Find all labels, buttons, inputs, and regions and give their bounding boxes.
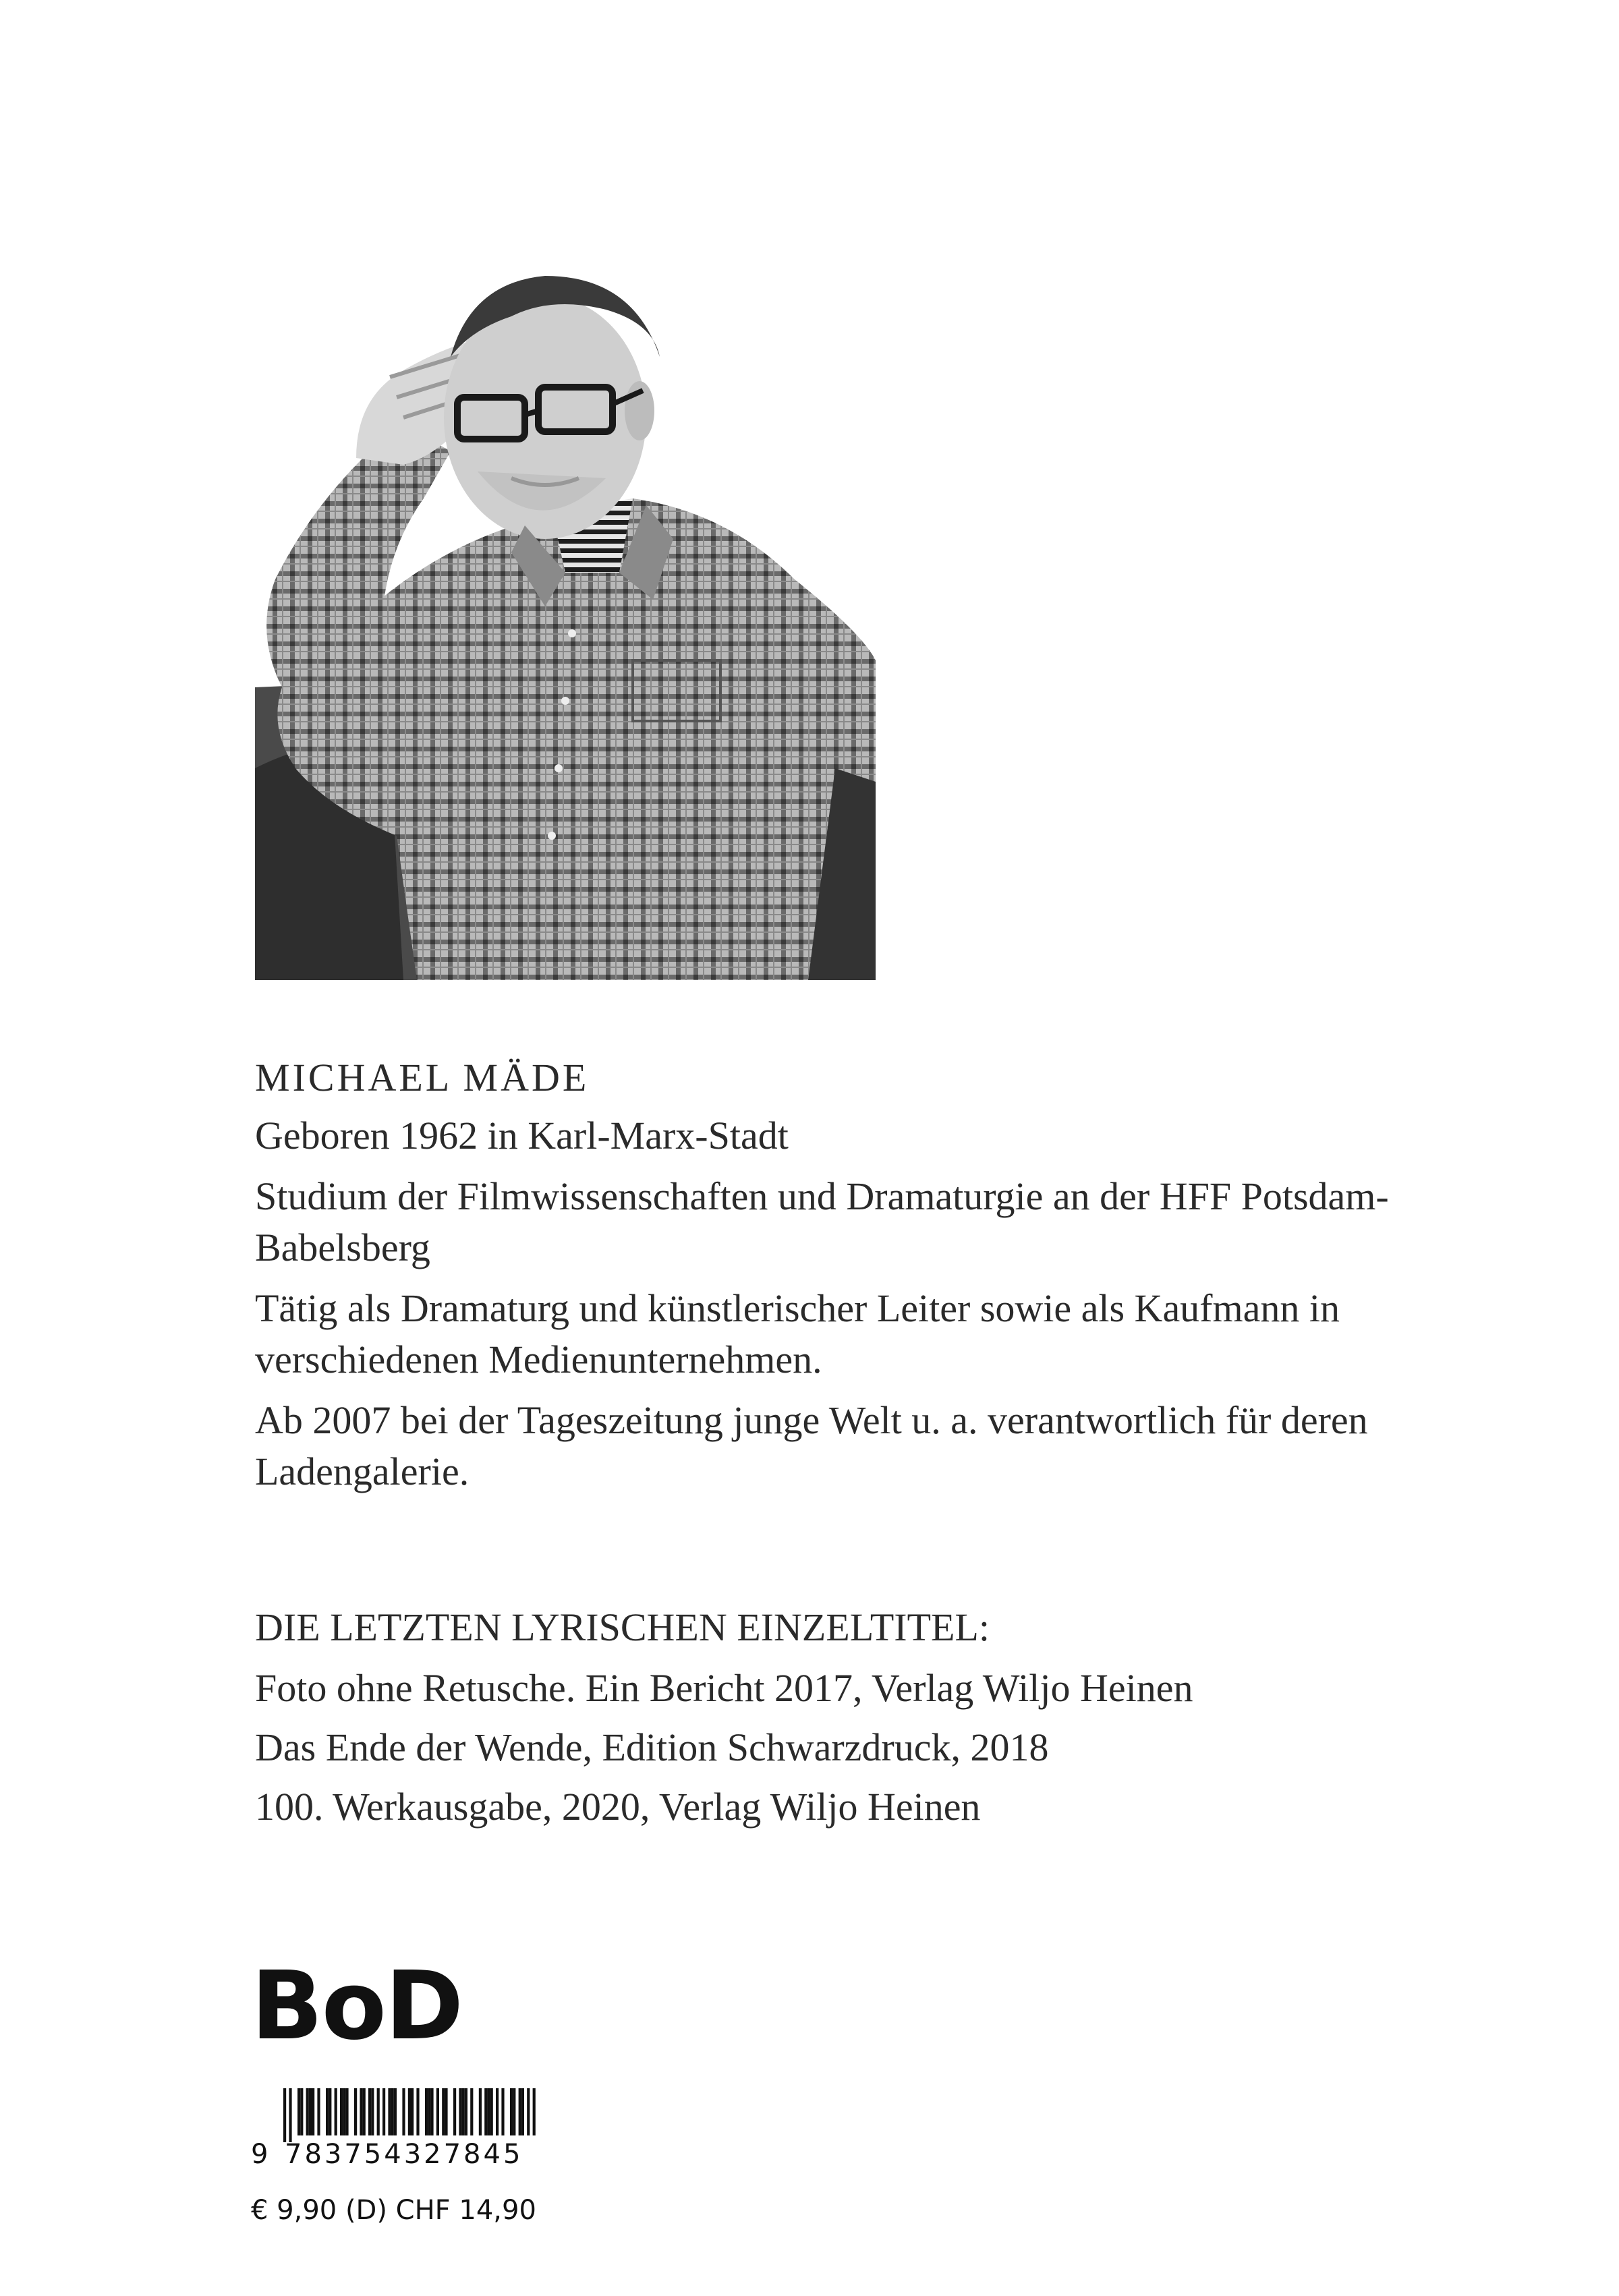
publisher-logo: BoD [251, 1951, 463, 2061]
barcode-bar [377, 2088, 380, 2135]
isbn-number [251, 2140, 561, 2169]
barcode-bar [527, 2088, 530, 2135]
barcode-bar [289, 2088, 291, 2142]
barcode-bar [442, 2088, 445, 2135]
bio-paragraph: Geboren 1962 in Karl-Marx-Stadt [255, 1114, 789, 1157]
works-title: DIE LETZTEN LYRISCHEN EINZELTITEL: [255, 1605, 990, 1649]
work-item: Foto ohne Retusche. Ein Bericht 2017, Verlag Wiljo Heinen [255, 1666, 1193, 1710]
barcode-bar [487, 2088, 490, 2135]
barcode-bar [360, 2088, 362, 2135]
author-bio [255, 1052, 1402, 1507]
barcode-bar [484, 2088, 487, 2135]
barcode-bar [436, 2088, 439, 2135]
barcode-bar [445, 2088, 447, 2135]
bio-paragraph: Studium der Filmwissenschaften und Dramaturgie an der HFF Potsdam- Babelsberg [255, 1174, 1389, 1269]
author-name: MICHAEL MÄDE [255, 1056, 590, 1099]
barcode-bar [533, 2088, 536, 2135]
price-label: € 9,90 (D) CHF 14,90 [251, 2195, 536, 2226]
barcode-bar [394, 2088, 397, 2135]
barcode-bar [343, 2088, 345, 2135]
author-photo [255, 256, 876, 980]
barcode-bar [408, 2088, 411, 2135]
barcode-bar [363, 2088, 366, 2135]
barcode-bar [306, 2088, 309, 2135]
barcode-bar [326, 2088, 329, 2135]
barcode-bar [462, 2088, 465, 2135]
barcode-bar [501, 2088, 504, 2135]
barcode-bar [465, 2088, 467, 2135]
isbn-lead-digit: 9 [251, 2139, 268, 2170]
barcode-bar [519, 2088, 521, 2135]
work-item: 100. Werkausgabe, 2020, Verlag Wiljo Heinen [255, 1785, 981, 1829]
barcode-bar [388, 2088, 391, 2135]
bio-paragraph: Ab 2007 bei der Tageszeitung junge Welt u. a. verantwortlich für deren Ladengalerie. [255, 1398, 1368, 1493]
barcode-bar [340, 2088, 343, 2135]
works-list [255, 1602, 1469, 1841]
barcode-bar [297, 2088, 300, 2135]
barcode-bar [329, 2088, 331, 2135]
barcode-bar [430, 2088, 433, 2135]
isbn-barcode [251, 2088, 561, 2169]
barcode-bar [317, 2088, 320, 2135]
barcode-bar [453, 2088, 456, 2135]
barcode-bar [513, 2088, 515, 2135]
bio-paragraph: Tätig als Dramaturg und künstlerischer Leiter sowie als Kaufmann in verschiedenen Medienunternehmen. [255, 1286, 1340, 1381]
barcode-bar [470, 2088, 473, 2135]
barcode-bar [416, 2088, 419, 2135]
barcode-bar [425, 2088, 428, 2135]
barcode-bar [368, 2088, 371, 2135]
work-item: Das Ende der Wende, Edition Schwarzdruck, 2018 [255, 1725, 1049, 1769]
barcode-bar [345, 2088, 348, 2135]
barcode-bars [251, 2088, 561, 2142]
barcode-bar [382, 2088, 385, 2135]
isbn-digits: 783754327845 [285, 2139, 523, 2170]
barcode-bar [479, 2088, 482, 2135]
barcode-bar [283, 2088, 286, 2142]
barcode-bar [411, 2088, 414, 2135]
barcode-bar [312, 2088, 314, 2135]
barcode-bar [402, 2088, 405, 2135]
barcode-bar [459, 2088, 461, 2135]
barcode-bar [335, 2088, 337, 2135]
barcode-bar [354, 2088, 357, 2135]
barcode-bar [391, 2088, 394, 2135]
barcode-bar [309, 2088, 312, 2135]
barcode-bar [490, 2088, 493, 2135]
barcode-bar [510, 2088, 513, 2135]
barcode-bar [496, 2088, 499, 2135]
barcode-bar [521, 2088, 524, 2135]
barcode-bar [300, 2088, 303, 2135]
barcode-bar [428, 2088, 430, 2135]
barcode-bar [371, 2088, 374, 2135]
